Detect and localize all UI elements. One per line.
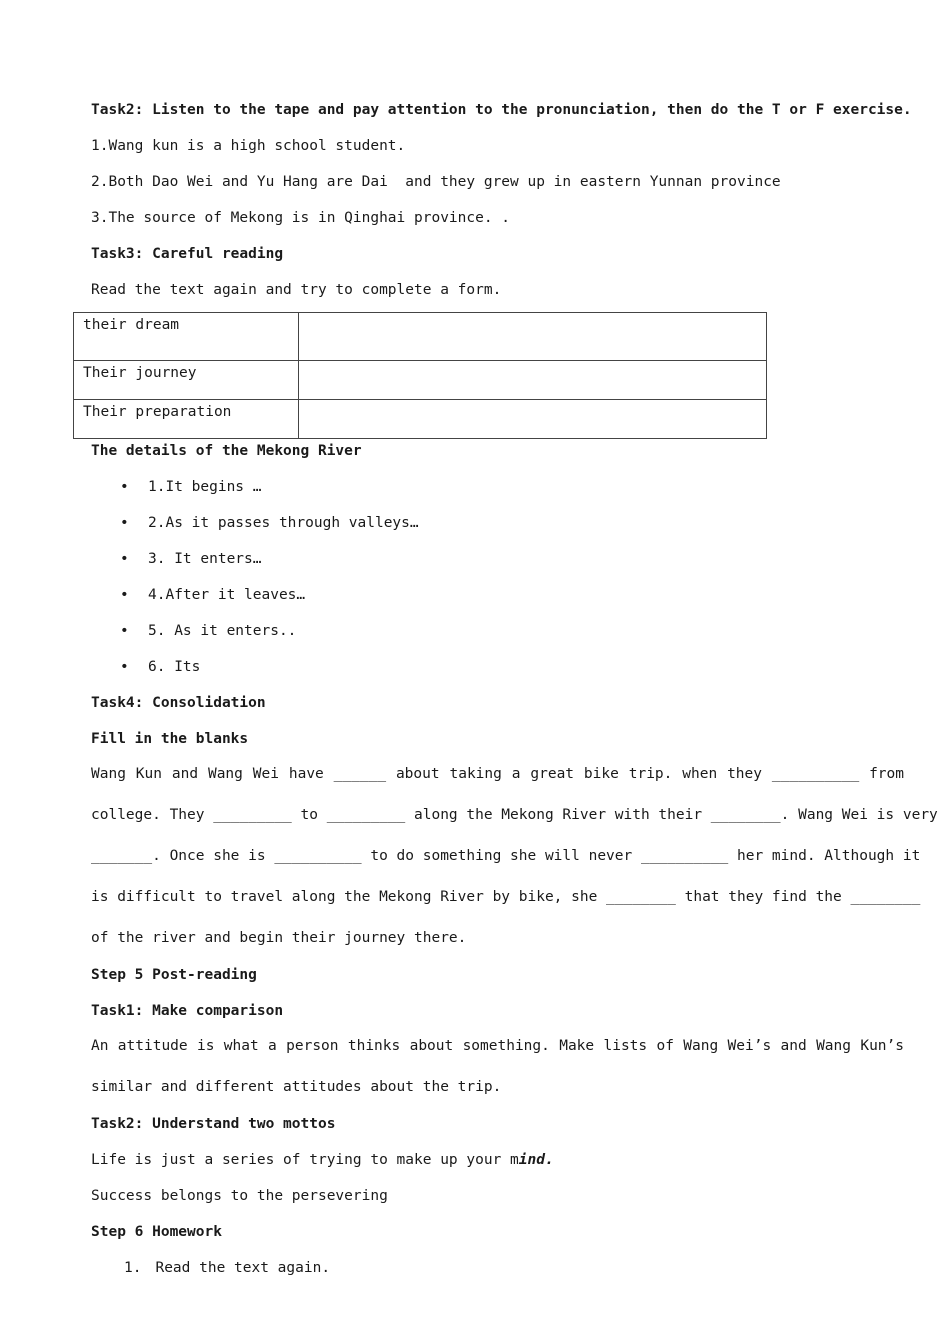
bullet-icon: •	[120, 515, 129, 531]
homework-text: Read the text again.	[155, 1260, 331, 1276]
form-label-preparation: Their preparation	[74, 400, 299, 439]
fill-line: is difficult to travel along the Mekong River by bike, she ________ that they find the ________	[91, 889, 921, 905]
detail-text: 3. It enters…	[148, 551, 262, 567]
tf-item-3: 3.The source of Mekong is in Qinghai province. .	[91, 210, 511, 226]
bullet-icon: •	[120, 659, 129, 675]
fill-line: of the river and begin their journey there.	[91, 930, 467, 946]
fill-heading: Fill in the blanks	[91, 731, 249, 747]
detail-text: 2.As it passes through valleys…	[148, 515, 419, 531]
motto-1	[91, 1151, 554, 1169]
comparison-paragraph	[91, 1026, 904, 1108]
detail-text: 6. Its	[148, 659, 201, 675]
tf-item-2: 2.Both Dao Wei and Yu Hang are Dai and they grew up in eastern Yunnan province	[91, 174, 781, 190]
homework-number: 1.	[124, 1260, 142, 1276]
detail-text: 5. As it enters..	[148, 623, 297, 639]
reading-form-table	[73, 312, 767, 439]
motto-1-italic: ind.	[518, 1152, 554, 1168]
fill-line: college. They _________ to _________ along the Mekong River with their ________. Wang Wei is very	[91, 807, 938, 823]
table-row	[74, 400, 767, 439]
motto-1-text: Life is just a series of trying to make up your m	[91, 1152, 519, 1168]
task2-heading: Task2: Listen to the tape and pay attention to the pronunciation, then do the T or F exercise.	[91, 102, 912, 118]
task3-instruction: Read the text again and try to complete a form.	[91, 282, 502, 298]
bullet-icon: •	[120, 551, 129, 567]
form-cell-journey[interactable]	[299, 361, 767, 400]
task3-heading: Task3: Careful reading	[91, 246, 284, 262]
details-heading: The details of the Mekong River	[91, 443, 362, 459]
task2-mottos-heading: Task2: Understand two mottos	[91, 1116, 336, 1132]
step5-heading: Step 5 Post-reading	[91, 967, 257, 983]
form-label-journey: Their journey	[74, 361, 299, 400]
fill-in-blanks-paragraph	[91, 754, 938, 959]
bullet-icon: •	[120, 587, 129, 603]
step6-heading: Step 6 Homework	[91, 1224, 222, 1240]
detail-text: 1.It begins …	[148, 479, 262, 495]
bullet-icon: •	[120, 479, 129, 495]
comparison-line: An attitude is what a person thinks about something. Make lists of Wang Wei’s and Wang Kun’s	[91, 1038, 904, 1054]
motto-2: Success belongs to the persevering	[91, 1188, 388, 1204]
form-cell-dream[interactable]	[299, 313, 767, 361]
table-row	[74, 361, 767, 400]
detail-text: 4.After it leaves…	[148, 587, 306, 603]
fill-line: _______. Once she is __________ to do something she will never __________ her mind. Although it	[91, 848, 921, 864]
fill-line: Wang Kun and Wang Wei have ______ about taking a great bike trip. when they __________ from	[91, 766, 904, 782]
homework-item	[124, 1259, 330, 1277]
task1-heading: Task1: Make comparison	[91, 1003, 284, 1019]
comparison-line: similar and different attitudes about the trip.	[91, 1079, 502, 1095]
form-label-dream: their dream	[74, 313, 299, 361]
task4-heading: Task4: Consolidation	[91, 695, 266, 711]
form-cell-preparation[interactable]	[299, 400, 767, 439]
table-row	[74, 313, 767, 361]
bullet-icon: •	[120, 623, 129, 639]
tf-item-1: 1.Wang kun is a high school student.	[91, 138, 406, 154]
